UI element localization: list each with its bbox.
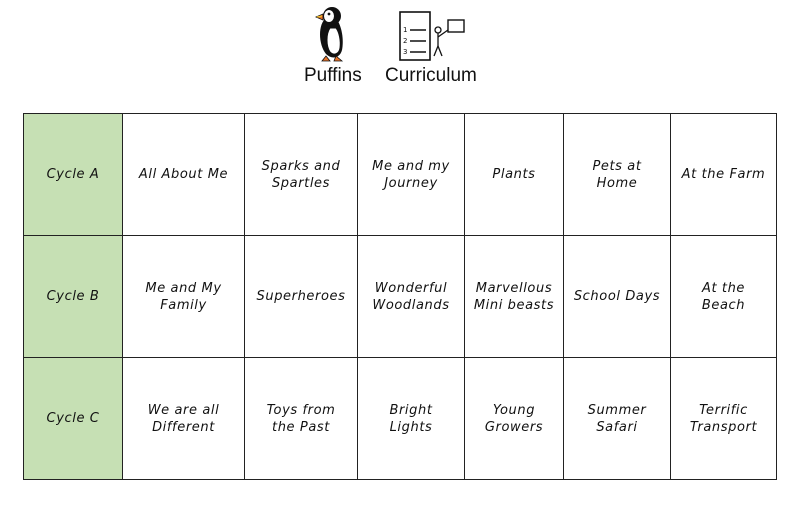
topic-cell: Superheroes	[245, 236, 358, 358]
topic-cell: School Days	[564, 236, 671, 358]
topic-cell: Plants	[465, 114, 564, 236]
table-row	[24, 236, 777, 358]
cycle-label: Cycle A	[24, 114, 123, 236]
topic-cell: Terrific Transport	[671, 358, 777, 480]
topic-cell: At the Farm	[671, 114, 777, 236]
topic-cell: Pets at Home	[564, 114, 671, 236]
topic-cell: Young Growers	[465, 358, 564, 480]
topic-cell: Summer Safari	[564, 358, 671, 480]
topic-cell: Marvellous Mini beasts	[465, 236, 564, 358]
topic-cell: Sparks and Spartles	[245, 114, 358, 236]
svg-text:1: 1	[403, 26, 408, 34]
topic-cell: At the Beach	[671, 236, 777, 358]
curriculum-grid	[23, 113, 776, 479]
svg-text:3: 3	[403, 48, 408, 56]
topic-cell: We are all Different	[123, 358, 245, 480]
teacher-board-icon	[398, 10, 468, 62]
svg-text:2: 2	[403, 37, 408, 45]
topic-cell: Bright Lights	[358, 358, 465, 480]
cycle-label: Cycle B	[24, 236, 123, 358]
table-row	[24, 358, 777, 480]
topic-cell: Me and my Journey	[358, 114, 465, 236]
curriculum-table	[23, 113, 777, 480]
table-row	[24, 114, 777, 236]
topic-cell: Me and My Family	[123, 236, 245, 358]
topic-cell: Wonderful Woodlands	[358, 236, 465, 358]
topic-cell: Toys from the Past	[245, 358, 358, 480]
curriculum-label: Curriculum	[385, 65, 477, 86]
puffin-icon	[312, 4, 352, 62]
topic-cell: All About Me	[123, 114, 245, 236]
cycle-label: Cycle C	[24, 358, 123, 480]
class-name-label: Puffins	[304, 65, 362, 86]
